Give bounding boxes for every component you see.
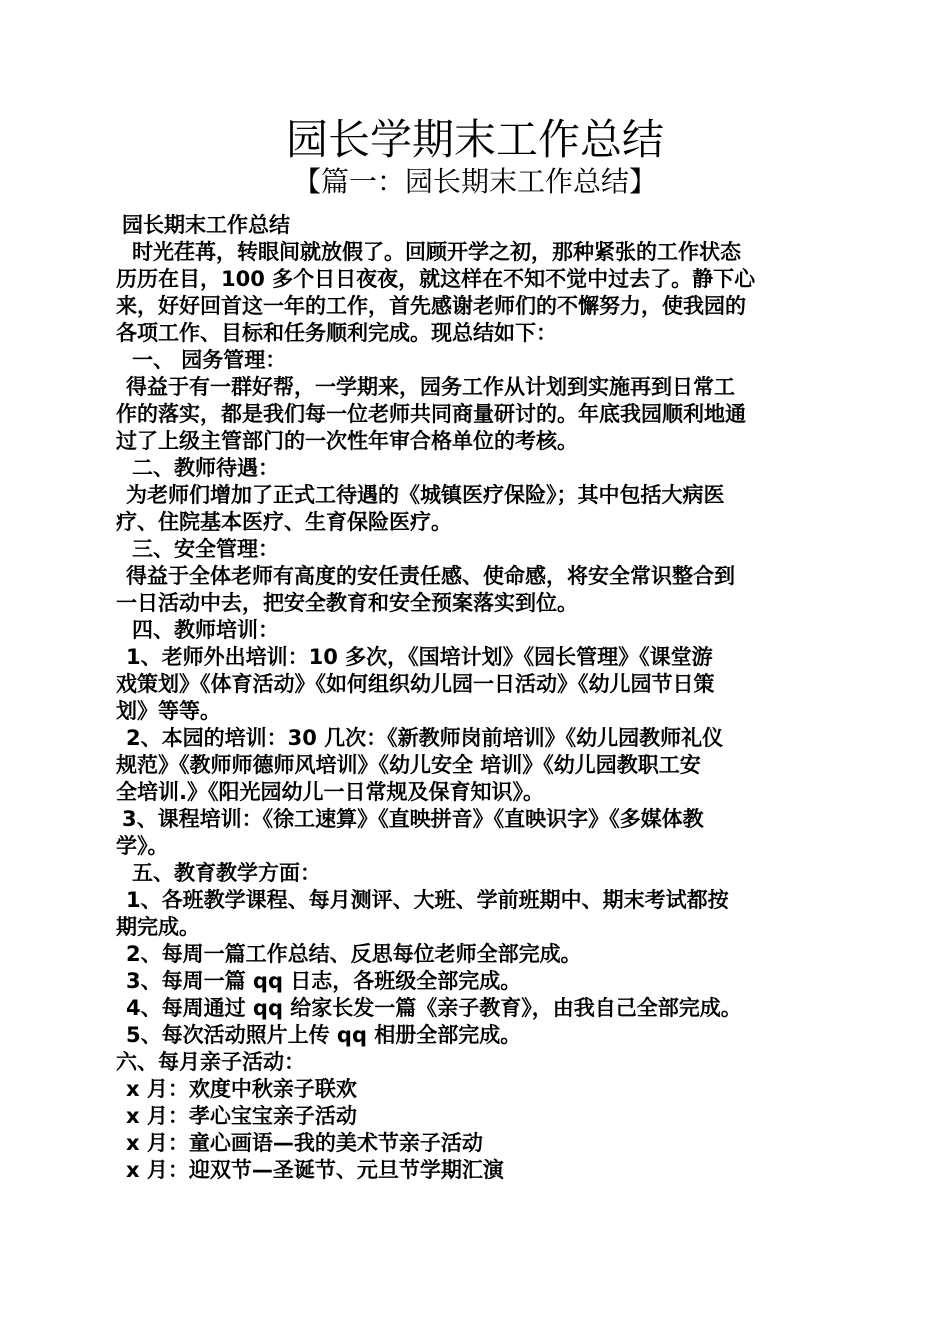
list-item-continuation: 规范》《教师师德师风培训》《幼儿安全 培训》《幼儿园教职工安: [116, 753, 701, 777]
list-item-continuation: 戏策划》《体育活动》《如何组织幼儿园一日活动》《幼儿园节日策: [116, 672, 715, 696]
list-item: x 月：欢度中秋亲子联欢: [126, 1077, 357, 1101]
list-item: 1、各班教学课程、每月测评、大班、学前班期中、期末考试都按: [126, 888, 729, 912]
document-title: 园长学期末工作总结: [285, 115, 664, 164]
section-heading: 五、教育教学方面：: [132, 861, 321, 885]
list-item: 1、老师外出培训：10 多次，《国培计划》《园长管理》《课堂游: [126, 645, 713, 669]
section-heading: 二、教师待遇：: [132, 456, 279, 480]
list-item: 3、每周一篇 qq 日志，各班级全部完成。: [126, 969, 522, 993]
section-heading: 四、教师培训：: [132, 618, 279, 642]
list-item: 5、每次活动照片上传 qq 相册全部完成。: [126, 1023, 522, 1047]
paragraph-line: 作的落实，都是我们每一位老师共同商量研讨的。年底我园顺利地通: [116, 402, 746, 426]
section-heading: 六、每月亲子活动：: [116, 1050, 305, 1074]
paragraph-line: 为老师们增加了正式工待遇的《城镇医疗保险》；其中包括大病医: [126, 483, 725, 507]
document-subtitle: 【篇一：园长期末工作总结】: [292, 165, 657, 198]
list-item: x 月：孝心宝宝亲子活动: [126, 1104, 357, 1128]
paragraph-line: 历历在目，100 多个日日夜夜，就这样在不知不觉中过去了。静下心: [116, 267, 756, 291]
paragraph-line: 得益于有一群好帮，一学期来，园务工作从计划到实施再到日常工: [126, 375, 735, 399]
paragraph-line: 疗、住院基本医疗、生育保险医疗。: [116, 510, 452, 534]
document-body: [116, 212, 836, 1184]
list-item: 3、课程培训：《徐工速算》《直映拼音》《直映识字》《多媒体教: [122, 807, 704, 831]
list-item: 2、每周一篇工作总结、反思每位老师全部完成。: [126, 942, 582, 966]
paragraph-line: 各项工作、目标和任务顺利完成。现总结如下：: [116, 321, 557, 345]
list-item-continuation: 期完成。: [116, 915, 200, 939]
list-item: x 月：迎双节—圣诞节、元旦节学期汇演: [126, 1158, 504, 1182]
paragraph-line: 来，好好回首这一年的工作，首先感谢老师们的不懈努力，使我园的: [116, 294, 746, 318]
section-heading: 一、 园务管理：: [132, 348, 287, 372]
list-item: 2、本园的培训：30 几次：《新教师岗前培训》《幼儿园教师礼仪: [126, 726, 724, 750]
list-item-continuation: 划》等等。: [116, 699, 221, 723]
paragraph-line: 时光荏苒，转眼间就放假了。回顾开学之初，那种紧张的工作状态: [132, 240, 741, 264]
section-heading: 园长期末工作总结: [122, 213, 290, 237]
paragraph-line: 过了上级主管部门的一次性年审合格单位的考核。: [116, 429, 578, 453]
list-item: 4、每周通过 qq 给家长发一篇《亲子教育》，由我自己全部完成。: [126, 996, 742, 1020]
list-item-continuation: 学》。: [116, 834, 169, 858]
list-item: x 月：童心画语—我的美术节亲子活动: [126, 1131, 483, 1155]
paragraph-line: 得益于全体老师有高度的安任责任感、使命感，将安全常识整合到: [126, 564, 735, 588]
paragraph-line: 一日活动中去，把安全教育和安全预案落实到位。: [116, 591, 578, 615]
list-item-continuation: 全培训.》《阳光园幼儿一日常规及保育知识》。: [116, 780, 544, 804]
section-heading: 三、安全管理：: [132, 537, 279, 561]
